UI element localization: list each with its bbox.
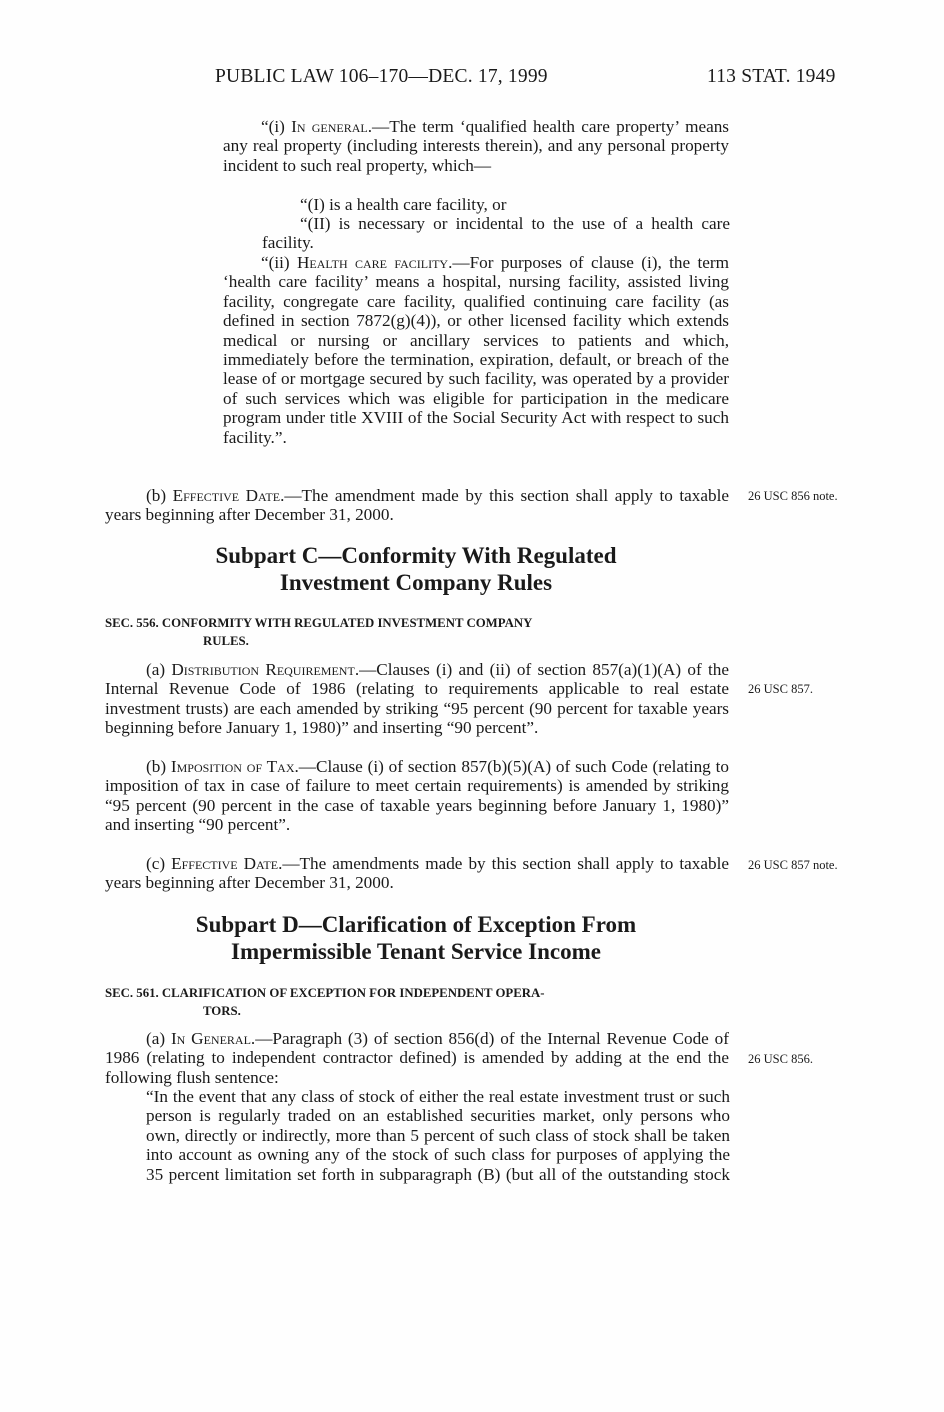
- sec561-a-text: .—Paragraph (3) of section 856(d) of the Internal Revenue Code of 1986 (relating to independent contractor defined) is amended by adding at the end the following flush sentence:: [105, 1029, 729, 1087]
- subpart-c-line1: Subpart C—Conformity With Regulated: [215, 543, 617, 568]
- clause-i-text: .—The term ‘qualified health care property’ means any real property (including interests therein), and any personal property incident to such real property, which—: [223, 117, 729, 175]
- clause-ii-text: .—For purposes of clause (i), the term ‘health care facility’ means a hospital, nursing facility, assisted living facility, congregate care facility, qualified continuing care facility (as defined in section 7872(g)(4)), or other licensed facility which extends medical or nursing or ancillary services to patients and which, immediately before the termination, expiration, default, or breach of the lease of or mortgage secured by such facility, was operated by a provider of such services which was eligible for participation in the medicare program under title XVIII of the Social Security Act with respect to such facility.”.: [223, 253, 729, 447]
- subsection-b-label: (b): [146, 486, 173, 505]
- subclause-II-text: “(II) is necessary or incidental to the use of a health care facility.: [262, 214, 730, 253]
- subpart-d-heading: [100, 912, 732, 965]
- subpart-c-heading: [100, 543, 732, 596]
- sec561-a-label: (a): [146, 1029, 171, 1048]
- sec556-c-label: (c): [146, 854, 172, 873]
- margin-note-856-b: 26 USC 856.: [748, 1052, 813, 1066]
- margin-note-856: 26 USC 856 note.: [748, 489, 838, 503]
- section-556-line2: RULES.: [203, 634, 249, 648]
- running-header-title: PUBLIC LAW 106–170—DEC. 17, 1999: [215, 66, 548, 87]
- running-header-page: 113 STAT. 1949: [707, 66, 836, 87]
- subclause-II: [262, 214, 730, 253]
- clause-ii: [223, 253, 729, 447]
- sec556-subsection-c: [105, 854, 729, 893]
- clause-i-label: “(i): [261, 117, 292, 136]
- subpart-d-line2: Impermissible Tenant Service Income: [231, 938, 601, 964]
- sec561-subsection-a: [105, 1029, 729, 1087]
- sec561-a-heading: In General: [170, 1029, 251, 1048]
- clause-ii-label: “(ii): [261, 253, 297, 272]
- sec556-b-label: (b): [146, 757, 171, 776]
- subsection-b-heading: Effective Date: [172, 486, 281, 505]
- flush-sentence-text: “In the event that any class of stock of either the real estate investment trust or such person is regularly traded on an established securities market, only persons who own, directly or indirectly, more than 5 percent of such class of stock shall be taken into account as owning any of the stock of such class for purposes of applying the 35 percent limitation set forth in subparagraph (B) (but all of the outstanding stock: [146, 1087, 730, 1184]
- margin-note-857-note: 26 USC 857 note.: [748, 858, 838, 872]
- clause-i: [223, 117, 729, 175]
- clause-ii-heading: Health care facility: [296, 253, 449, 272]
- sec556-a-label: (a): [146, 660, 172, 679]
- sec556-a-text: .—Clauses (i) and (ii) of section 857(a)(1)(A) of the Internal Revenue Code of 1986 (relating to requirements applicable to real estate investment trusts) are each amended by striking “95 percent (90 percent for taxable years beginning before January 1, 1980)” and inserting “90 percent”.: [105, 660, 729, 738]
- subpart-c-line2: Investment Company Rules: [279, 569, 553, 595]
- subsection-b-text: .—The amendment made by this section shall apply to taxable years beginning after December 31, 2000.: [105, 486, 729, 525]
- subpart-d-line1: Subpart D—Clarification of Exception From: [195, 912, 637, 937]
- section-556-line1: SEC. 556. CONFORMITY WITH REGULATED INVESTMENT COMPANY: [105, 616, 533, 630]
- sec556-b-text: .—Clause (i) of section 857(b)(5)(A) of such Code (relating to imposition of tax in case of failure to meet certain requirements) is amended by striking “95 percent (90 percent in the case of taxable years beginning before January 1, 1980)” and inserting “90 percent”.: [105, 757, 729, 835]
- sec556-subsection-a: [105, 660, 729, 738]
- flush-sentence-quote: [146, 1087, 730, 1184]
- sec556-a-heading: Distribution Requirement: [171, 660, 355, 679]
- section-556-heading: [105, 614, 733, 650]
- sec556-subsection-b: [105, 757, 729, 835]
- subclause-I: [300, 195, 730, 214]
- section-561-line1: SEC. 561. CLARIFICATION OF EXCEPTION FOR INDEPENDENT OPERA-: [105, 986, 545, 1000]
- subclause-I-text: “(I) is a health care facility, or: [300, 195, 507, 214]
- section-561-line2: TORS.: [203, 1004, 241, 1018]
- subsection-b-effective-date: [105, 486, 729, 525]
- sec556-b-heading: Imposition of Tax: [170, 757, 295, 776]
- sec556-c-heading: Effective Date: [171, 854, 279, 873]
- sec556-c-text: .—The amendments made by this section shall apply to taxable years beginning after December 31, 2000.: [105, 854, 729, 893]
- margin-note-857: 26 USC 857.: [748, 682, 813, 696]
- clause-i-heading: In general: [291, 117, 368, 136]
- section-561-heading: [105, 984, 733, 1020]
